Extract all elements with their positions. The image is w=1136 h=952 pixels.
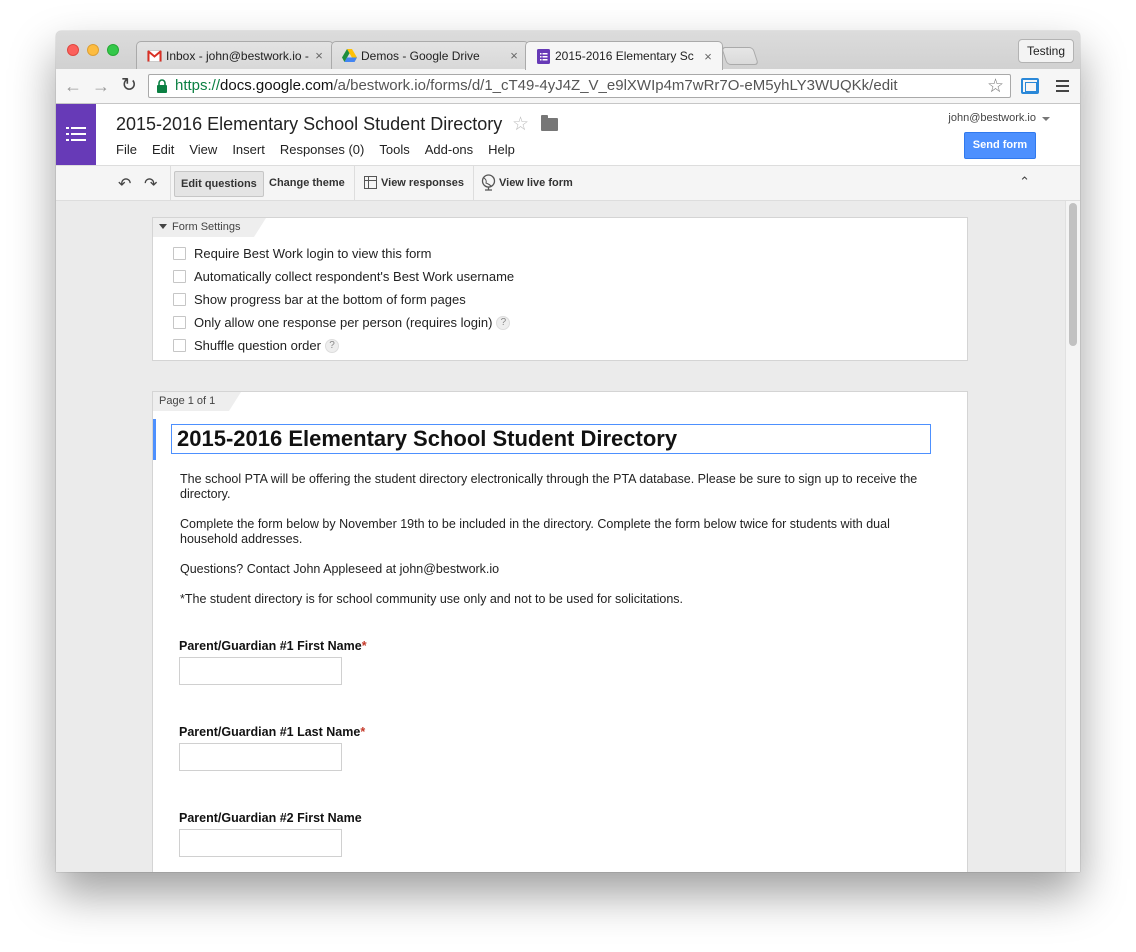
- setting-label: Automatically collect respondent's Best Work username: [194, 269, 515, 284]
- drive-icon: [342, 48, 357, 63]
- forms-logo-icon[interactable]: [56, 104, 96, 165]
- form-description-paragraph[interactable]: The school PTA will be offering the student directory electronically through the PTA database. Please be sure to sign up to receive the directory.: [180, 472, 918, 501]
- editor-toolbar: [56, 165, 1080, 201]
- form-page-card: [152, 391, 968, 872]
- parent1-last-name-input[interactable]: [179, 743, 342, 771]
- tab-title: 2015-2016 Elementary Sc: [555, 49, 694, 63]
- setting-label: Show progress bar at the bottom of form pages: [194, 292, 466, 307]
- parent1-first-name-input[interactable]: [179, 657, 342, 685]
- forward-arrow-icon[interactable]: →: [92, 76, 110, 96]
- globe-icon: [481, 174, 496, 191]
- caret-down-icon: [159, 224, 167, 229]
- forms-icon: [536, 49, 551, 64]
- close-window-button[interactable]: [67, 44, 79, 56]
- require-login-checkbox[interactable]: [173, 247, 186, 260]
- document-title[interactable]: 2015-2016 Elementary School Student Directory: [116, 114, 503, 134]
- table-icon: [364, 176, 377, 189]
- menu-addons[interactable]: Add-ons: [424, 142, 474, 157]
- bookmark-star-icon[interactable]: ☆: [986, 76, 1004, 97]
- redo-icon[interactable]: ↷: [144, 176, 158, 193]
- gmail-icon: [147, 48, 162, 63]
- setting-label: Only allow one response per person (requires login): [194, 315, 493, 330]
- browser-window: [56, 31, 1080, 872]
- menu-help[interactable]: Help: [488, 142, 515, 157]
- view-live-form-label: View live form: [499, 177, 573, 189]
- close-tab-icon[interactable]: ×: [510, 48, 518, 63]
- shuffle-checkbox[interactable]: [173, 339, 186, 352]
- title-focus-accent: [153, 419, 156, 460]
- url-path: /a/bestwork.io/forms/d/1_cT49-4yJ4Z_V_e9lXWIp4m7wRr7O-eM5yhLY3WUQKk/edit: [333, 77, 898, 94]
- menu-insert[interactable]: Insert: [232, 142, 265, 157]
- profile-button[interactable]: Testing: [1018, 39, 1074, 63]
- send-form-button[interactable]: Send form: [964, 132, 1036, 159]
- new-tab-button[interactable]: [721, 47, 759, 65]
- collapse-header-icon[interactable]: ⌃: [1019, 174, 1030, 189]
- menu-responses[interactable]: Responses (0): [279, 142, 365, 157]
- close-tab-icon[interactable]: ×: [315, 48, 323, 63]
- required-marker: *: [360, 725, 366, 739]
- undo-icon[interactable]: ↶: [118, 176, 132, 193]
- lock-icon: [156, 79, 168, 93]
- form-settings-panel: [152, 217, 968, 361]
- question-text: Parent/Guardian #1 First Name: [179, 639, 362, 653]
- tab-drive[interactable]: [331, 41, 529, 69]
- reload-icon[interactable]: ↻: [121, 75, 137, 96]
- edit-questions-button[interactable]: Edit questions: [174, 171, 264, 197]
- question-label[interactable]: [179, 639, 367, 653]
- star-icon[interactable]: ☆: [512, 114, 530, 135]
- one-response-checkbox[interactable]: [173, 316, 186, 329]
- form-settings-heading: Form Settings: [172, 221, 241, 233]
- view-live-form-button[interactable]: [477, 171, 579, 197]
- question-text: Parent/Guardian #1 Last Name: [179, 725, 361, 739]
- page-label: Page 1 of 1: [153, 392, 229, 411]
- menu-tools[interactable]: Tools: [379, 142, 410, 157]
- menu-bar: [116, 142, 530, 157]
- setting-collect-username: [173, 269, 514, 284]
- folder-icon[interactable]: [541, 118, 558, 131]
- app-header: [56, 104, 1080, 165]
- form-description-paragraph[interactable]: Complete the form below by November 19th to be included in the directory. Complete the form below twice for students with dual household addresses.: [180, 517, 890, 546]
- form-description-paragraph[interactable]: *The student directory is for school community use only and not to be used for solicitations.: [180, 592, 684, 606]
- help-icon[interactable]: ?: [325, 339, 339, 353]
- question-label[interactable]: [179, 725, 365, 739]
- menu-edit[interactable]: Edit: [151, 142, 175, 157]
- tab-strip: [56, 31, 1080, 69]
- form-settings-toggle[interactable]: [153, 218, 254, 237]
- url-input[interactable]: [148, 74, 1011, 98]
- menu-view[interactable]: View: [189, 142, 218, 157]
- setting-one-response: [173, 315, 510, 330]
- scrollbar-thumb[interactable]: [1069, 203, 1077, 346]
- form-title-input[interactable]: 2015-2016 Elementary School Student Directory: [171, 424, 931, 454]
- parent2-first-name-input[interactable]: [179, 829, 342, 857]
- setting-require-login: [173, 246, 431, 261]
- close-tab-icon[interactable]: ×: [704, 48, 712, 64]
- tab-gmail[interactable]: [136, 41, 334, 69]
- form-canvas: [56, 201, 1080, 872]
- vertical-scrollbar[interactable]: [1065, 201, 1080, 872]
- setting-label: Shuffle question order: [194, 338, 321, 353]
- cast-icon[interactable]: [1021, 78, 1039, 94]
- progress-bar-checkbox[interactable]: [173, 293, 186, 306]
- setting-progress-bar: [173, 292, 466, 307]
- back-arrow-icon[interactable]: ←: [64, 76, 82, 96]
- setting-shuffle-questions: [173, 338, 339, 353]
- view-responses-label: View responses: [381, 177, 464, 189]
- help-icon[interactable]: ?: [496, 316, 510, 330]
- question-text: Parent/Guardian #2 First Name: [179, 811, 362, 825]
- menu-file[interactable]: File: [116, 142, 137, 157]
- chevron-down-icon[interactable]: [1042, 117, 1050, 121]
- required-marker: *: [361, 639, 367, 653]
- url-host: docs.google.com: [220, 77, 334, 94]
- browser-menu-icon[interactable]: [1056, 80, 1069, 95]
- form-description-paragraph[interactable]: Questions? Contact John Appleseed at john@bestwork.io: [180, 562, 500, 576]
- collect-username-checkbox[interactable]: [173, 270, 186, 283]
- view-responses-button[interactable]: [359, 171, 470, 197]
- tab-title: Inbox - john@bestwork.io -: [166, 48, 309, 63]
- tab-forms[interactable]: [525, 41, 723, 70]
- address-bar: [56, 69, 1080, 104]
- change-theme-button[interactable]: Change theme: [269, 177, 345, 189]
- minimize-window-button[interactable]: [87, 44, 99, 56]
- tab-title: Demos - Google Drive: [361, 48, 480, 63]
- url-scheme: https://: [175, 77, 221, 94]
- question-label[interactable]: [179, 811, 362, 825]
- setting-label: Require Best Work login to view this form: [194, 246, 432, 261]
- account-email[interactable]: john@bestwork.io: [948, 112, 1036, 124]
- zoom-window-button[interactable]: [107, 44, 119, 56]
